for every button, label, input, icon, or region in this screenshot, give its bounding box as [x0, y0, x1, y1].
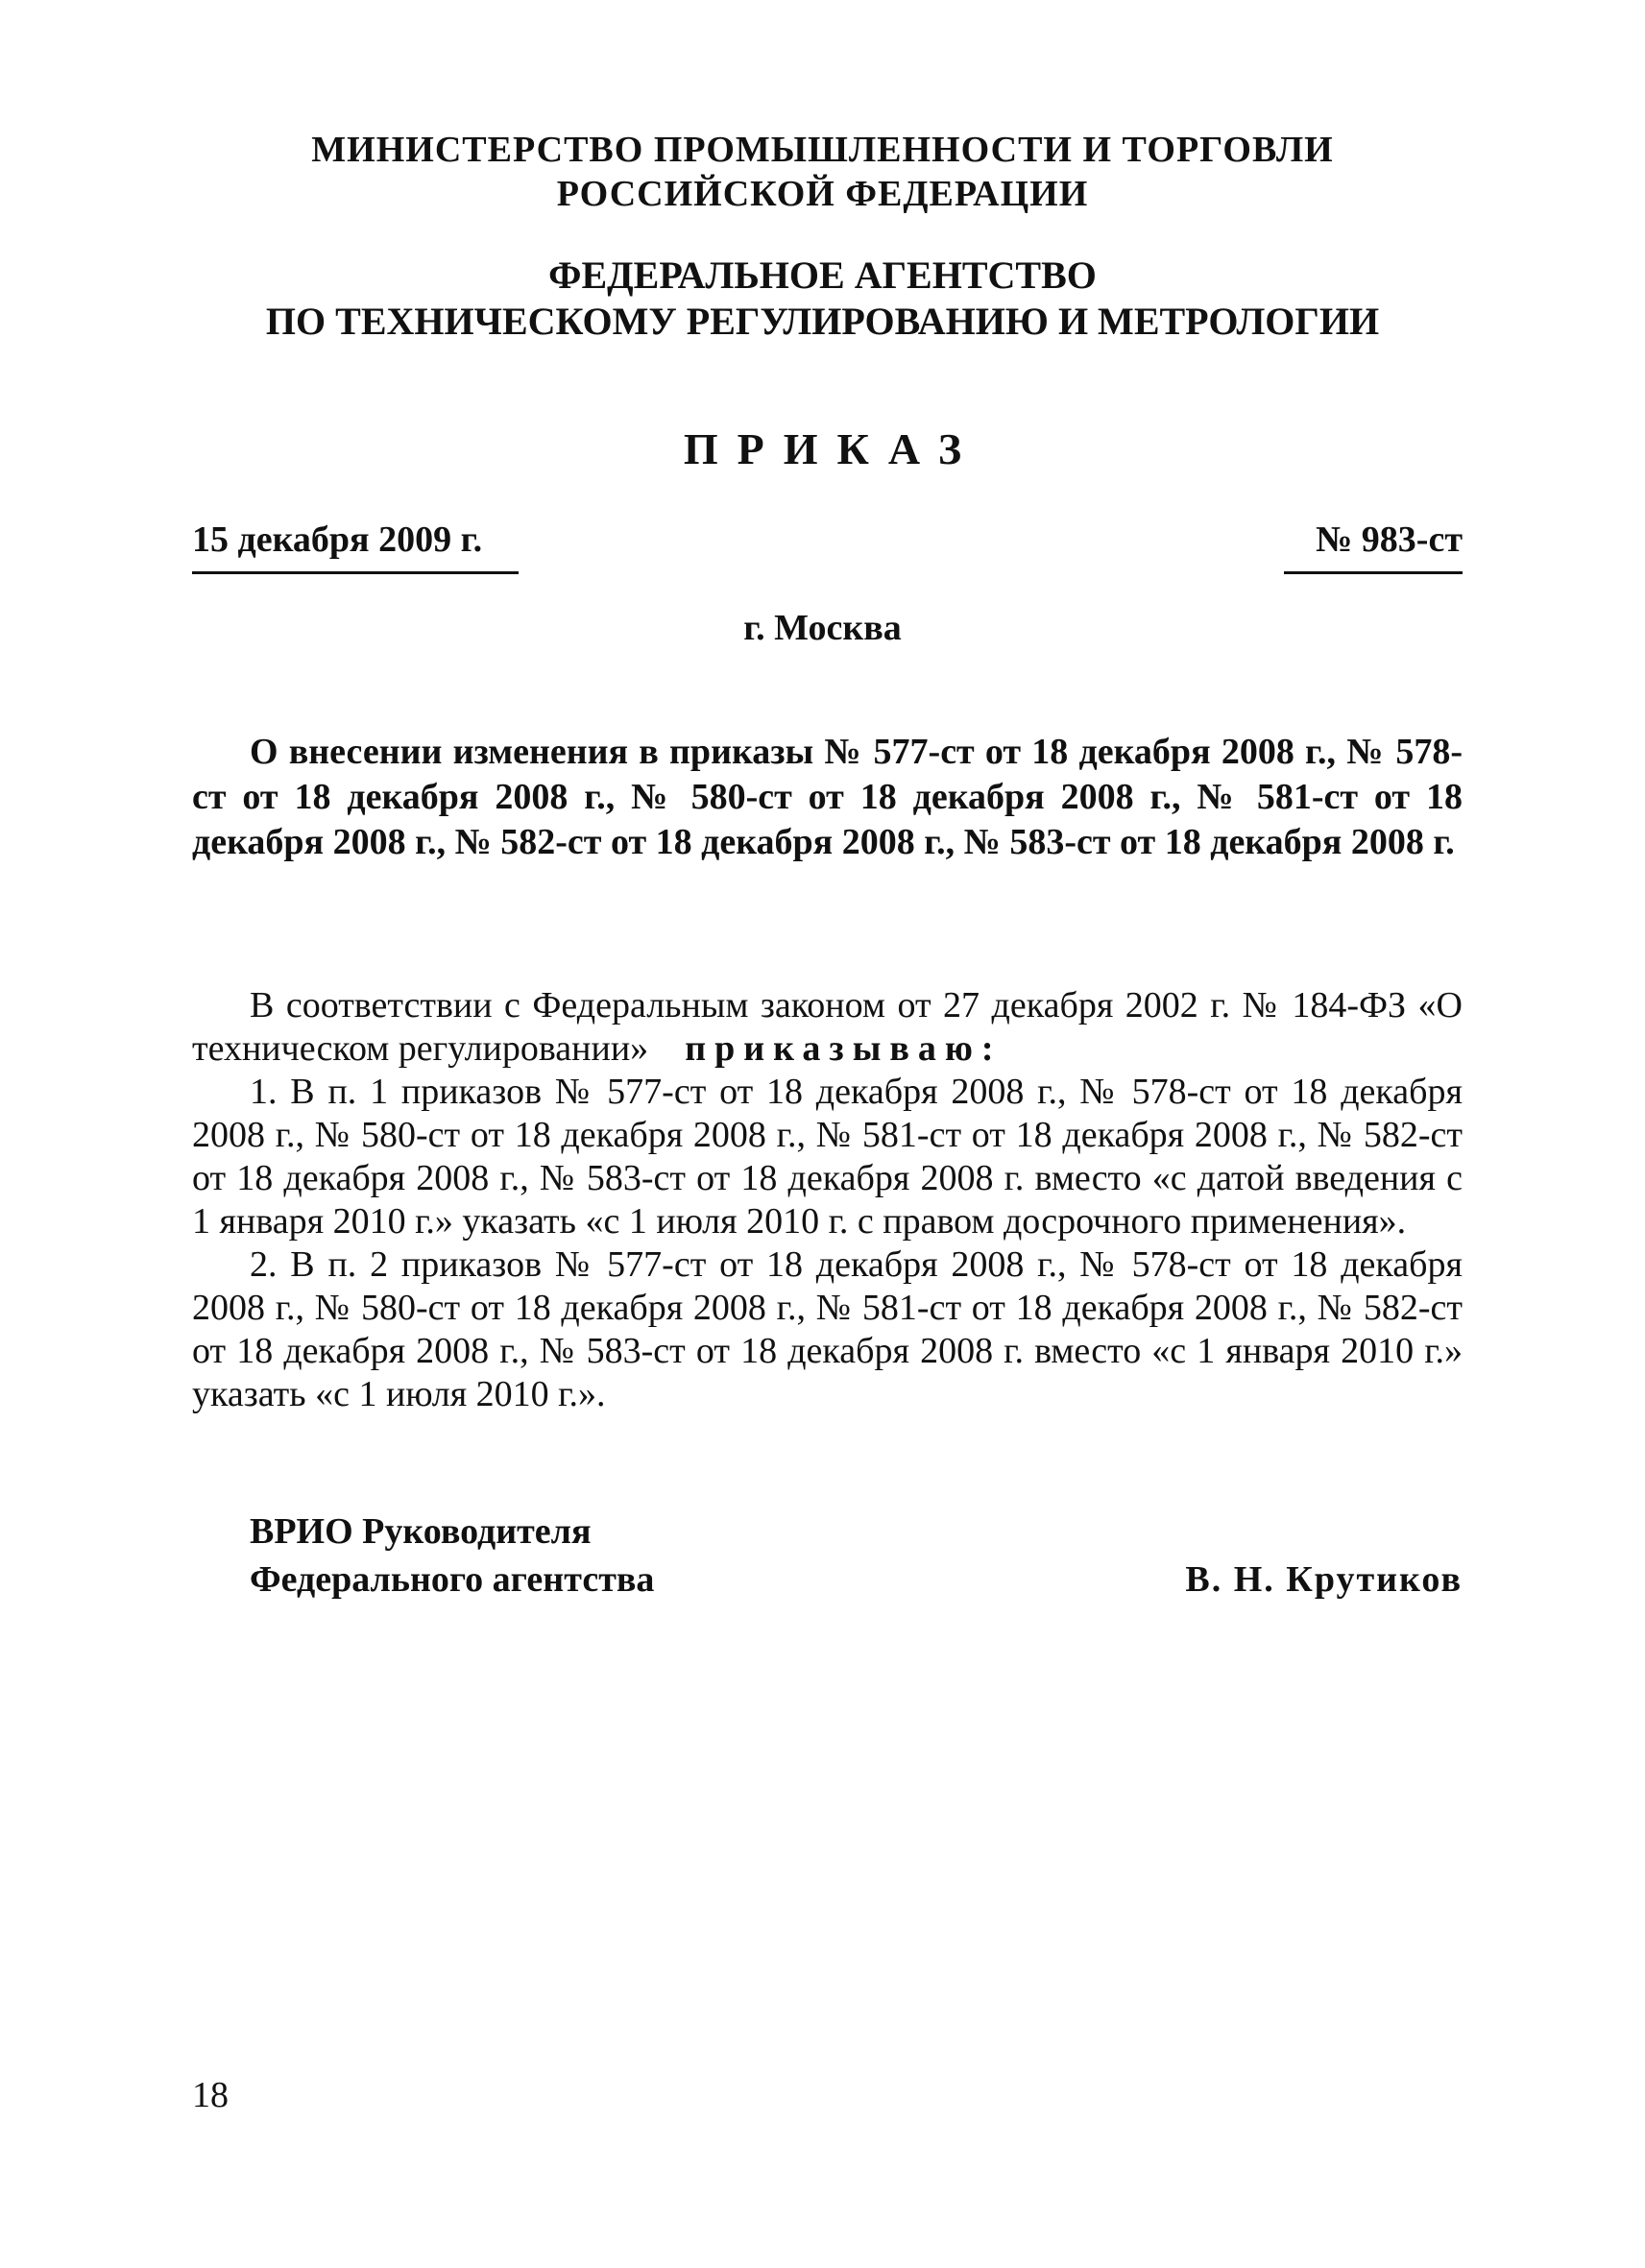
order-subject: О внесении изменения в приказы № 577-ст от 18 декабря 2008 г., № 578-ст от 18 декабря 2008 г., № 580-ст от 18 декабря 2008 г., № 581-ст от 18 декабря 2008 г., № 582-ст от 18 декабря 2008 г., № 583-ст от 18 декабря 2008 г.: [192, 732, 1463, 862]
agency-header: [0, 253, 1645, 345]
order-body: [192, 984, 1463, 1416]
signatory-name: В. Н. Крутиков: [1185, 1559, 1463, 1600]
ministry-header: [0, 128, 1645, 216]
body-item-2: 2. В п. 2 приказов № 577-ст от 18 декабря 2008 г., № 578-ст от 18 декабря 2008 г., № 580-ст от 18 декабря 2008 г., № 581-ст от 18 декабря 2008 г., № 582-ст от 18 декабря 2008 г., № 583-ст от 18 декабря 2008 г. вместо «с 1 января 2010 г.» указать «с 1 июля 2010 г.».: [192, 1244, 1463, 1414]
signatory-position-line-1: ВРИО Руководителя: [250, 1511, 592, 1552]
agency-line-1: ФЕДЕРАЛЬНОЕ АГЕНТСТВО: [548, 253, 1097, 297]
body-intro-paragraph: [192, 984, 1463, 1071]
order-city: г. Москва: [743, 608, 902, 648]
order-date: 15 декабря 2009 г.: [192, 516, 519, 574]
ministry-line-2: РОССИЙСКОЙ ФЕДЕРАЦИИ: [556, 174, 1089, 214]
order-title: ПРИКАЗ: [683, 424, 981, 473]
body-item-1: 1. В п. 1 приказов № 577-ст от 18 декабря 2008 г., № 578-ст от 18 декабря 2008 г., № 580-ст от 18 декабря 2008 г., № 581-ст от 18 декабря 2008 г., № 582-ст от 18 декабря 2008 г., № 583-ст от 18 декабря 2008 г. вместо «с датой введения с 1 января 2010 г.» указать «с 1 июля 2010 г. с правом досрочного применения».: [192, 1072, 1463, 1242]
agency-line-2: ПО ТЕХНИЧЕСКОМУ РЕГУЛИРОВАНИЮ И МЕТРОЛОГИИ: [265, 300, 1380, 343]
body-intro: В соответствии с Федеральным законом от 27 декабря 2002 г. № 184-ФЗ «О техническом регулировании»: [192, 985, 1463, 1069]
signatory-position-line-2: Федерального агентства: [250, 1559, 655, 1600]
decree-word: приказываю:: [685, 1028, 1003, 1069]
order-number: № 983-ст: [1284, 516, 1463, 574]
ministry-line-1: МИНИСТЕРСТВО ПРОМЫШЛЕННОСТИ И ТОРГОВЛИ: [311, 130, 1334, 170]
signatory-position: [250, 1508, 654, 1604]
page-number: 18: [192, 2075, 229, 2115]
